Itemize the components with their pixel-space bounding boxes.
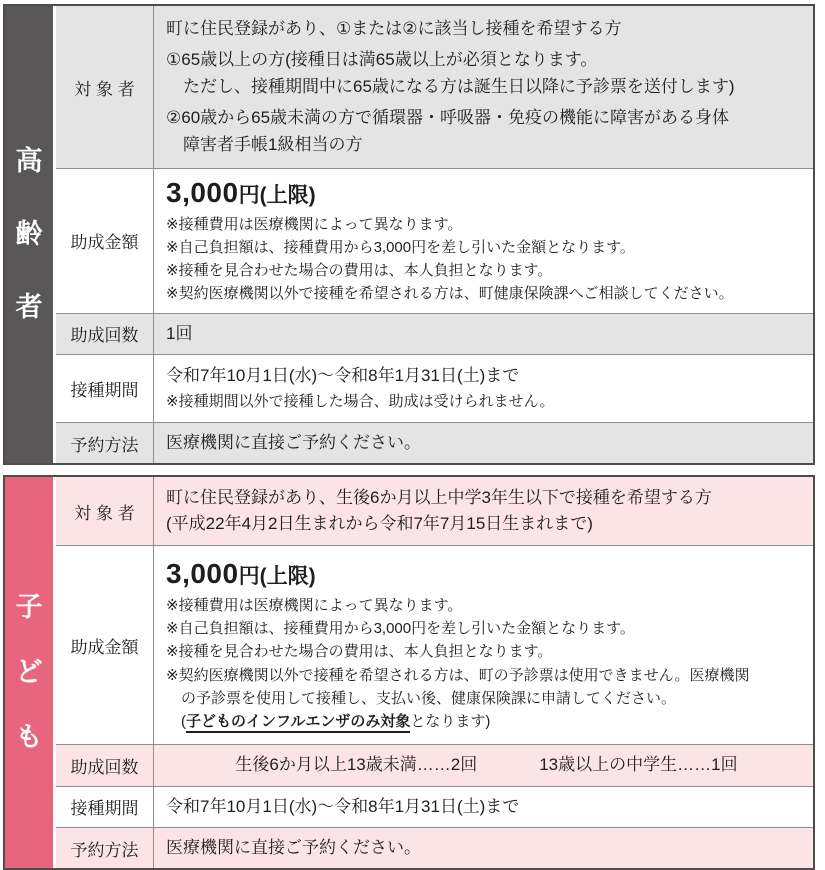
child-period-label: 接種期間 [56,787,154,827]
senior-amount-content [154,169,813,313]
senior-period-content [154,355,813,422]
child-target-content [154,477,813,545]
note-line: ※接種を見合わせた場合の費用は、本人負担となります。 [166,262,553,280]
amount-suffix: 円(上限) [238,565,316,589]
child-method-label: 予約方法 [56,828,154,868]
subsidy-tables [3,4,815,870]
text-line: ②60歳から65歳未満の方で循環器・呼吸器・免疫の機能に障害がある身体 [166,108,730,128]
text-line: 町に住民登録があり、①または②に該当し接種を希望する方 [166,19,622,39]
note-line-emphasis [166,710,807,733]
note-line: の予診票を使用して接種し、支払い後、健康保険課に申請してください。 [166,689,677,707]
child-row-target [56,477,813,545]
child-band-char: ど [15,657,43,688]
senior-band [5,6,56,463]
senior-band-char: 高 [15,146,43,177]
child-count-content [154,745,813,785]
amount-suffix: 円(上限) [238,184,316,207]
note-line: ※接種を見合わせた場合の費用は、本人負担となります。 [166,643,553,661]
amount-value: 3,000 [166,177,239,208]
note-line: ※接種費用は医療機関によって異なります。 [166,596,463,614]
text-line: ただし、接種期間中に65歳になる方は誕生日以降に予診票を送付します) [166,76,735,96]
text-line: 1回 [166,323,193,343]
text-line: 令和7年10月1日(水)～令和8年1月31日(土)まで [166,796,520,816]
count-item: 生後6か月以上13歳未満……2回 [235,755,478,775]
senior-row-method [56,422,813,463]
child-amount-label: 助成金額 [56,546,154,744]
child-row-period [56,786,813,827]
child-amount-content [154,546,813,744]
emph-pre: ( [166,713,186,731]
note-line: ※接種期間以外で接種した場合、助成は受けられません。 [166,393,555,411]
note-line: ※契約医療機関以外で接種を希望される方は、町健康保険課へご相談してください。 [166,285,734,303]
amount-line [166,176,807,210]
child-section [3,475,815,870]
senior-method-label: 予約方法 [56,423,154,463]
emph-text: 子どものインフルエンザのみ対象 [186,713,410,733]
text-line: 障害者手帳1級相当の方 [166,134,363,154]
note-line: ※契約医療機関以外で接種を希望される方は、町の予診票は使用できません。医療機関 [166,666,750,684]
count-item: 13歳以上の中学生……1回 [539,755,738,775]
senior-period-label: 接種期間 [56,355,154,422]
senior-band-char: 齢 [15,219,43,250]
text-line: 令和7年10月1日(水)～令和8年1月31日(土)まで [166,366,520,386]
senior-row-amount [56,168,813,313]
senior-band-char: 者 [15,292,43,323]
senior-row-count [56,313,813,354]
amount-value: 3,000 [166,558,239,590]
text-line: 町に住民登録があり、生後6か月以上中学3年生以下で接種を希望する方 [166,487,712,507]
child-period-content [154,787,813,827]
senior-row-period [56,354,813,422]
child-count-label: 助成回数 [56,745,154,785]
senior-count-label: 助成回数 [56,314,154,354]
text-line: (平成22年4月2日生まれから令和7年7月15日生まれまで) [166,514,593,534]
child-method-content [154,828,813,868]
senior-table [56,6,813,463]
text-line: 医療機関に直接ご予約ください。 [166,432,421,452]
senior-target-label: 対 象 者 [56,6,154,168]
note-line: ※自己負担額は、接種費用から3,000円を差し引いた金額となります。 [166,238,635,256]
text-line: ①65歳以上の方(接種日は満65歳以上が必須となります。 [166,50,598,70]
child-band-char: 子 [15,592,43,623]
child-row-count [56,744,813,785]
senior-amount-label: 助成金額 [56,169,154,313]
senior-count-content [154,314,813,354]
note-line: ※接種費用は医療機関によって異なります。 [166,215,463,233]
senior-band-label [16,148,43,321]
senior-method-content [154,423,813,463]
senior-target-content [154,6,813,168]
senior-section [3,4,815,465]
child-band [5,477,56,868]
child-band-label [16,594,43,751]
child-row-amount [56,545,813,744]
child-band-char: も [15,722,43,753]
child-target-label: 対 象 者 [56,477,154,545]
senior-row-target [56,6,813,168]
amount-line [166,557,807,591]
child-table [56,477,813,868]
child-row-method [56,827,813,868]
emph-post: となります) [410,713,491,731]
note-line: ※自己負担額は、接種費用から3,000円を差し引いた金額となります。 [166,620,635,638]
text-line: 医療機関に直接ご予約ください。 [166,837,421,857]
